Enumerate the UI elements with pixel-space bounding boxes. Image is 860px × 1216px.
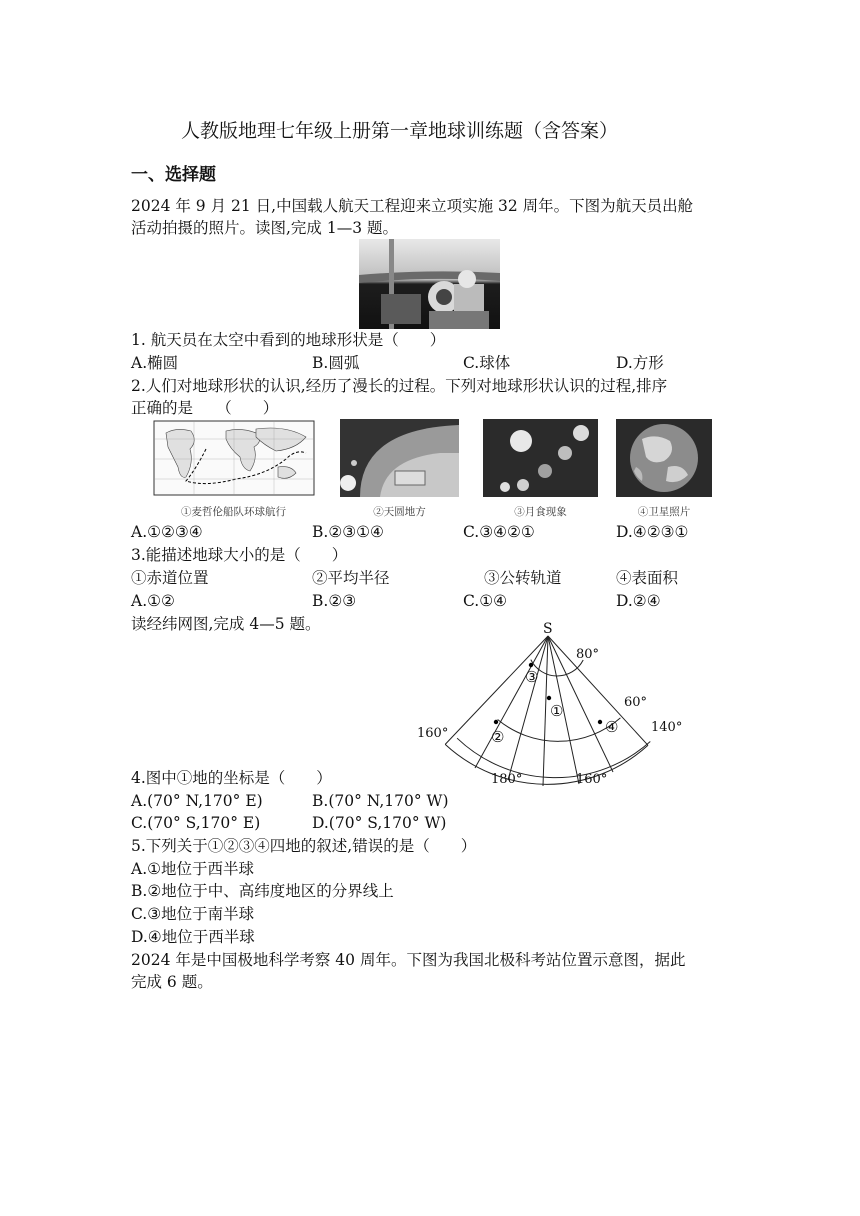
q5-option-b[interactable]: B.②地位于中、高纬度地区的分界线上 <box>131 882 394 900</box>
q4-option-a[interactable]: A.(70° N,170° E) <box>131 792 263 810</box>
map-lon-label-180: 180° <box>491 772 523 786</box>
q4-option-c[interactable]: C.(70° S,170° E) <box>131 814 261 832</box>
map-lat-label-60: 60° <box>624 695 648 710</box>
map-point-1: ① <box>550 702 564 720</box>
question-1-stem: 1. 航天员在太空中看到的地球形状是（ ） <box>131 331 446 349</box>
caption-satellite-photo: ④卫星照片 <box>637 506 691 518</box>
round-sky-square-earth-image <box>340 419 459 519</box>
map-point-2: ② <box>491 728 505 746</box>
q5-option-c[interactable]: C.③地位于南半球 <box>131 905 255 923</box>
map-lon-label-140: 140° <box>651 720 683 735</box>
q2-option-c[interactable]: C.③④②① <box>463 523 535 541</box>
caption-round-sky: ②天圆地方 <box>373 506 426 518</box>
map-point-4: ④ <box>605 718 619 736</box>
q3-item-3: ③公转轨道 <box>484 569 562 587</box>
q5-option-d[interactable]: D.④地位于西半球 <box>131 928 255 946</box>
question-5-stem: 5.下列关于①②③④四地的叙述,错误的是（ ） <box>131 837 477 855</box>
q3-item-1: ①赤道位置 <box>131 569 209 587</box>
map-lat-label-80: 80° <box>576 647 600 662</box>
caption-magellan: ①麦哲伦船队环球航行 <box>181 506 286 518</box>
q1-option-b[interactable]: B.圆弧 <box>312 354 360 372</box>
q2-option-b[interactable]: B.②③①④ <box>312 523 384 541</box>
intro-arctic-paragraph: 2024 年是中国极地科学考察 40 周年。下图为我国北极科考站位置示意图，据此 <box>131 951 686 969</box>
intro-paragraph-line: 2024 年 9 月 21 日,中国载人航天工程迎来立项实施 32 周年。下图为航天员出舱 <box>131 197 694 215</box>
q3-option-b[interactable]: B.②③ <box>312 592 357 610</box>
q2-option-a[interactable]: A.①②③④ <box>131 523 203 541</box>
map-lon-label-160-right: 160° <box>576 772 608 786</box>
q3-option-a[interactable]: A.①② <box>131 592 175 610</box>
question-2-stem: 正确的是 （ ） <box>131 399 279 417</box>
graticule-map <box>410 616 690 786</box>
q3-option-c[interactable]: C.①④ <box>463 592 508 610</box>
lunar-eclipse-image <box>483 419 598 519</box>
map-pole-label: S <box>543 621 553 637</box>
question-3-stem: 3.能描述地球大小的是（ ） <box>131 546 348 564</box>
q4-option-b[interactable]: B.(70° N,170° W) <box>312 792 449 810</box>
section-heading: 一、选择题 <box>131 165 216 185</box>
caption-lunar-eclipse: ③月食现象 <box>514 506 567 518</box>
question-4-stem: 4.图中①地的坐标是（ ） <box>131 769 332 787</box>
page-title: 人教版地理七年级上册第一章地球训练题（含答案） <box>181 120 619 142</box>
map-lon-label-160-left: 160° <box>417 726 449 741</box>
q4-option-d[interactable]: D.(70° S,170° W) <box>312 814 447 832</box>
q2-option-d[interactable]: D.④②③① <box>616 523 689 541</box>
q1-option-c[interactable]: C.球体 <box>463 354 511 372</box>
astronaut-photo <box>359 239 500 329</box>
intro-arctic-paragraph: 完成 6 题。 <box>131 973 213 991</box>
magellan-voyage-map <box>146 419 321 519</box>
map-point-3: ③ <box>525 668 539 686</box>
q3-item-4: ④表面积 <box>616 569 679 587</box>
q1-option-d[interactable]: D.方形 <box>616 354 664 372</box>
q5-option-a[interactable]: A.①地位于西半球 <box>131 860 255 878</box>
intro-paragraph-line: 活动拍摄的照片。读图,完成 1—3 题。 <box>131 219 399 237</box>
question-2-stem: 2.人们对地球形状的认识,经历了漫长的过程。下列对地球形状认识的过程,排序 <box>131 377 668 395</box>
q3-item-2: ②平均半径 <box>312 569 390 587</box>
q3-option-d[interactable]: D.②④ <box>616 592 661 610</box>
q1-option-a[interactable]: A.椭圆 <box>131 354 179 372</box>
intro-map-paragraph: 读经纬网图,完成 4—5 题。 <box>131 615 321 633</box>
satellite-photo-earth <box>616 419 712 519</box>
